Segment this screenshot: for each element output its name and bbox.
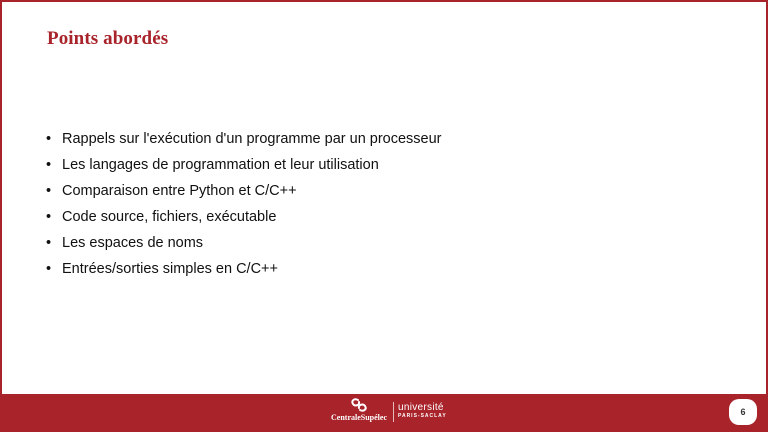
universite-logo-text: université xyxy=(398,402,444,413)
bullet-item xyxy=(46,180,442,206)
bullet-text: Code source, fichiers, exécutable xyxy=(62,209,277,225)
slide-title: Points abordés xyxy=(47,28,169,49)
bullet-dot-icon: • xyxy=(46,131,52,147)
bullet-item xyxy=(46,258,442,284)
bullet-list xyxy=(46,128,442,284)
page-number-badge: 6 xyxy=(729,399,757,425)
bullet-item xyxy=(46,206,442,232)
centralesupelec-logo-text: CentraleSupélec xyxy=(331,413,387,422)
bullet-text: Les espaces de noms xyxy=(62,235,204,251)
bullet-dot-icon: • xyxy=(46,235,52,251)
bullet-text: Comparaison entre Python et C/C++ xyxy=(62,183,297,199)
logo-divider xyxy=(393,402,394,422)
bullet-text: Entrées/sorties simples en C/C++ xyxy=(62,261,278,277)
bullet-item xyxy=(46,232,442,258)
centralesupelec-logo-icon xyxy=(348,397,370,413)
bullet-text: Les langages de programmation et leur utilisation xyxy=(62,157,379,173)
footer-bar xyxy=(2,394,766,430)
bullet-dot-icon: • xyxy=(46,209,52,225)
bullet-dot-icon: • xyxy=(46,261,52,277)
centralesupelec-logo xyxy=(324,397,394,427)
universite-paris-saclay-logo xyxy=(398,403,447,420)
bullet-dot-icon: • xyxy=(46,157,52,173)
paris-saclay-logo-text: PARIS-SACLAY xyxy=(398,413,447,419)
bullet-item xyxy=(46,128,442,154)
bullet-text: Rappels sur l'exécution d'un programme par un processeur xyxy=(62,131,442,147)
bullet-item xyxy=(46,154,442,180)
bullet-dot-icon: • xyxy=(46,183,52,199)
